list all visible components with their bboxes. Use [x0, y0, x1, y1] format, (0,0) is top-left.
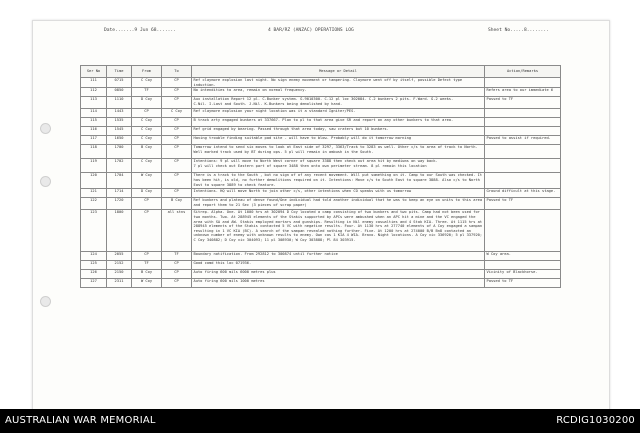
action-cell — [485, 145, 561, 159]
column-header-from: From — [132, 66, 162, 78]
serial-cell: 119 — [81, 159, 107, 173]
from-cell: TF — [132, 88, 162, 97]
to-cell: CP — [162, 97, 192, 109]
table-row — [81, 252, 561, 261]
table-row — [81, 136, 561, 145]
from-cell: CP — [132, 109, 162, 118]
message-cell: Aux installation Report 12 pl. C.Bunker system. G.9010300. C.12 pl loc 302084. C.2 bunkers 2 pits. F.Ward. G.2 weeks. C.Nil. I.Last and South. J.Nil. K.Bunkers being demolished by hand. — [192, 97, 485, 109]
message-cell: Intentions: 9 pl will move to North West corner of square 3388 then check out area hit by mediums on way back. 7 pl will check out Eastern part of square 3488 then onto own perimeter stream. 8 pl remain this location — [192, 159, 485, 173]
column-header-action: Action/Remarks — [485, 66, 561, 78]
to-cell: TF — [162, 252, 192, 261]
action-cell — [485, 173, 561, 189]
to-cell: CP — [162, 270, 192, 279]
serial-cell: 124 — [81, 252, 107, 261]
action-cell: Passed to TF — [485, 279, 561, 288]
action-cell: W Coy area. — [485, 252, 561, 261]
serial-cell: 123 — [81, 210, 107, 252]
column-header-to: To — [162, 66, 192, 78]
serial-cell: 127 — [81, 279, 107, 288]
to-cell: CP — [162, 159, 192, 173]
from-cell: W Coy — [132, 279, 162, 288]
to-cell: CP — [162, 279, 192, 288]
time-cell: 2150 — [107, 270, 132, 279]
time-cell: 1443 — [107, 109, 132, 118]
from-cell: CP — [132, 252, 162, 261]
log-date: Date.......9 Jun 68....... — [104, 28, 176, 33]
from-cell: D Coy — [132, 189, 162, 198]
archive-footer — [0, 409, 640, 433]
action-cell: Vicinity of Blackhorse. — [485, 270, 561, 279]
action-cell: Passed to assist if required. — [485, 136, 561, 145]
to-cell: CP — [162, 189, 192, 198]
time-cell: 0715 — [107, 78, 132, 88]
table-row — [81, 198, 561, 210]
to-cell: CP — [162, 136, 192, 145]
time-cell: 1714 — [107, 189, 132, 198]
from-cell: TF — [132, 261, 162, 270]
time-cell: 1110 — [107, 97, 132, 109]
message-cell: Intentions. HQ will move North to join other c/s, other intentions when CO speaks with us tomorrow — [192, 189, 485, 198]
from-cell: CP — [132, 198, 162, 210]
action-cell: Ground difficult at this stage. — [485, 189, 561, 198]
action-cell: Refers area to our immediate 6 — [485, 88, 561, 97]
log-title: 4 BAR/RZ (ANZAC) OPERATIONS LOG — [268, 28, 354, 33]
column-header-serial: Ser No — [81, 66, 107, 78]
to-cell: CP — [162, 78, 192, 88]
message-cell: Ref bunkers and plateau of dense found/One individual had told another individual that he was to keep an eye on units to this area and report them to 21 Sec (3 pieces of scrap paper) — [192, 198, 485, 210]
action-cell — [485, 261, 561, 270]
serial-cell: 120 — [81, 173, 107, 189]
message-cell: Sitrep. Alpha. One. At 1000 hrs at 302094 D Coy located a camp consisting of two bunkers and two pits. Camp had not been used for two months. Two. At 288945 elements of the Stakis supported by APCs were ambushed when an APC hit a mine and the VC engaged the area with SA and AW. Stakis employed mortars and gunships. Resulting in Nil enemy casualties and 4 Stak KIA. Three. At 1115 hrs at 288945 elements of the Stakis contacted 5 VC with negative results. Four. At 1130 hrs at 277740 elements of A Coy engaged a sampan resulting in 1 VC KIA (BC). A search of the sampan revealed nothing further. Five. At 1200 hrs at 274000 B/B Bn8 contacted an unknown number of enemy with unknown results to enemy. Own cas 1 KIA 4 WIA. Bravo. Night locations. A Coy vic 336920; 5 pl 337920; C Coy 340882; D Coy vic 304093; 11 pl 308930; W Coy 303888; Pl 84 303915. — [192, 210, 485, 252]
message-cell: Boundary notification. From 292812 to 300874 until further notice — [192, 252, 485, 261]
message-cell: Having trouble finding suitable pad site - will have to blow. Probably will do it tomorrow morning — [192, 136, 485, 145]
from-cell: C Coy — [132, 127, 162, 136]
message-cell: Good comd this loc 071936. — [192, 261, 485, 270]
time-cell: 1545 — [107, 127, 132, 136]
message-cell: No intendities to area, remain on normal frequency. — [192, 88, 485, 97]
to-cell: CP — [162, 88, 192, 97]
table-row — [81, 145, 561, 159]
message-cell: Auto firing 600 mils 1000 metres — [192, 279, 485, 288]
archive-name: AUSTRALIAN WAR MEMORIAL — [5, 415, 156, 426]
from-cell: B Coy — [132, 145, 162, 159]
to-cell: CP — [162, 173, 192, 189]
log-entries — [81, 78, 561, 288]
column-header-message: Message or Detail — [192, 66, 485, 78]
serial-cell: 126 — [81, 270, 107, 279]
to-cell: C Coy — [162, 109, 192, 118]
table-row — [81, 261, 561, 270]
table-header-row — [81, 66, 561, 78]
message-cell: Ref claymore explosion last night. No sign enemy movement or tampering. Claymore went off by itself, possible Defect type induction. — [192, 78, 485, 88]
from-cell: C Coy — [132, 159, 162, 173]
serial-cell: 112 — [81, 88, 107, 97]
table-row — [81, 210, 561, 252]
message-cell: Tomorrow intend to send six moves to look at East side of 3297, 3363/Track to 3283 as well. Other c/s to area of track to North. Well marked track used by BT during ops. 5 pl will remain in ambush in the South. — [192, 145, 485, 159]
time-cell: 1704 — [107, 173, 132, 189]
from-cell: CP — [132, 210, 162, 252]
action-cell — [485, 159, 561, 173]
serial-cell: 121 — [81, 189, 107, 198]
message-cell: There is a track to the South , but no sign of of any recent movement. Will put something on it. Camp to our South was checked. It has been hit, is old, no further demolitions required on it. Intentions: Move c/s to South East to square 3888. Also c/s to North East to square 3889 to check feature. — [192, 173, 485, 189]
table-row — [81, 189, 561, 198]
message-cell: Ref claymore explosion your night location was it a standard Igniter/PES. — [192, 109, 485, 118]
serial-cell: 113 — [81, 97, 107, 109]
sheet-number: Sheet No.....8........ — [488, 28, 549, 33]
action-cell: Passed to TF — [485, 198, 561, 210]
archive-reference: RCDIG1030200 — [556, 415, 635, 426]
table-row — [81, 97, 561, 109]
from-cell: W Coy — [132, 173, 162, 189]
action-cell — [485, 109, 561, 118]
action-cell — [485, 127, 561, 136]
time-cell: 1800 — [107, 210, 132, 252]
punch-hole — [40, 123, 51, 134]
serial-cell: 115 — [81, 118, 107, 127]
table-row — [81, 88, 561, 97]
to-cell: B Coy — [162, 198, 192, 210]
time-cell: 2311 — [107, 279, 132, 288]
serial-cell: 118 — [81, 145, 107, 159]
to-cell: CP — [162, 127, 192, 136]
to-cell: CP — [162, 261, 192, 270]
to-cell: CP — [162, 145, 192, 159]
serial-cell: 125 — [81, 261, 107, 270]
from-cell: C Coy — [132, 118, 162, 127]
action-cell — [485, 78, 561, 88]
time-cell: 1650 — [107, 136, 132, 145]
serial-cell: 111 — [81, 78, 107, 88]
message-cell: Ref grid engaged by bearing. Passed through that area today, saw craters but 10 bunkers. — [192, 127, 485, 136]
action-cell — [485, 210, 561, 252]
serial-cell: 122 — [81, 198, 107, 210]
action-cell — [485, 118, 561, 127]
serial-cell: 116 — [81, 127, 107, 136]
from-cell: C Coy — [132, 78, 162, 88]
table-row — [81, 109, 561, 118]
table-row — [81, 270, 561, 279]
table-row — [81, 127, 561, 136]
time-cell: 2152 — [107, 261, 132, 270]
serial-cell: 117 — [81, 136, 107, 145]
punch-hole — [40, 296, 51, 307]
table-row — [81, 78, 561, 88]
from-cell: C Coy — [132, 136, 162, 145]
time-cell: 1702 — [107, 159, 132, 173]
punch-hole — [40, 176, 51, 187]
time-cell: 0850 — [107, 88, 132, 97]
action-cell: Passed to TF — [485, 97, 561, 109]
to-cell: CP — [162, 118, 192, 127]
table-row — [81, 173, 561, 189]
time-cell: 1700 — [107, 145, 132, 159]
from-cell: D Coy — [132, 97, 162, 109]
table-row — [81, 118, 561, 127]
from-cell: B Coy — [132, 270, 162, 279]
time-cell: 1535 — [107, 118, 132, 127]
operations-log-table — [80, 65, 561, 288]
table-row — [81, 279, 561, 288]
serial-cell: 114 — [81, 109, 107, 118]
column-header-time: Time — [107, 66, 132, 78]
table-row — [81, 159, 561, 173]
time-cell: 1720 — [107, 198, 132, 210]
to-cell: all stns — [162, 210, 192, 252]
time-cell: 2055 — [107, 252, 132, 261]
message-cell: Auto firing 600 mils 6000 metres plus — [192, 270, 485, 279]
message-cell: B track arty engaged bunkers at 337667. Plan to pl to that area give SR and report on any other bunkers to that area. — [192, 118, 485, 127]
